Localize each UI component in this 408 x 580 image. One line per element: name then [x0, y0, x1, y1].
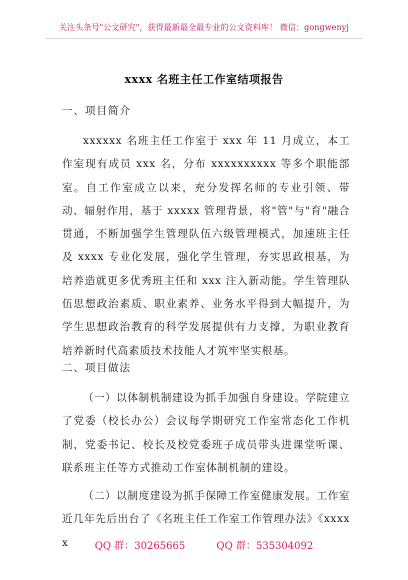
footer-qq-group-1: QQ 群：30265665: [94, 541, 186, 552]
header-divider: [46, 38, 362, 39]
footer-qq-group-2: QQ 群：535304092: [216, 541, 314, 552]
section-heading-text: 二、项目做法: [62, 362, 131, 374]
section-heading-text: 一、项目简介: [62, 105, 131, 117]
paragraph: （二）以制度建设为抓手保障工作室健康发展。工作室近几年先后出台了《名班主任工作室工作管理办法》《xxxxx: [62, 490, 350, 549]
header-banner: 关注头条号"公文研究"，获得最新最全最专业的公文资料库！ 微信：gongwenyj: [59, 23, 349, 32]
section-2-body-1: [62, 387, 350, 480]
document-title: xxxx 名班主任工作室结项报告: [124, 73, 284, 86]
section-2-heading: [62, 357, 350, 380]
section-1-heading: [62, 100, 350, 123]
paragraph: xxxxxx 名班主任工作室于 xxx 年 11 月成立，本工作室现有成员 xxx 名，分布 xxxxxxxxxx 等多个职能部室。自工作室成立以来，充分发挥名师的专业引领、带动、辐射作用，基于 xxxxx 管理背景，将"管"与"育"融合贯通，不断加强学生管理队伍六级管理模式，加速班主任及 xxxx 专业化发展，强化学生管理，夯实思政根基，为培养造就更多优秀班主任和 xxx 注入新动能。学生管理队伍思想政治素质、职业素养、业务水平得到大幅提升，为学生思想政治教育的科学发展提供有力支撑，为职业教育培养新时代高素质技术技能人才筑牢坚实根基。: [62, 135, 350, 357]
paragraph: （一）以体制机制建设为抓手加强自身建设。学院建立了党委（校长办公）会议每学期研究工作室常态化工作机制，党委书记、校长及校党委班子成员带头进课堂听课、联系班主任等方式推动工作室体制机制的建设。: [62, 392, 350, 474]
footer-contact: [0, 537, 408, 552]
section-1-body: [62, 130, 350, 363]
